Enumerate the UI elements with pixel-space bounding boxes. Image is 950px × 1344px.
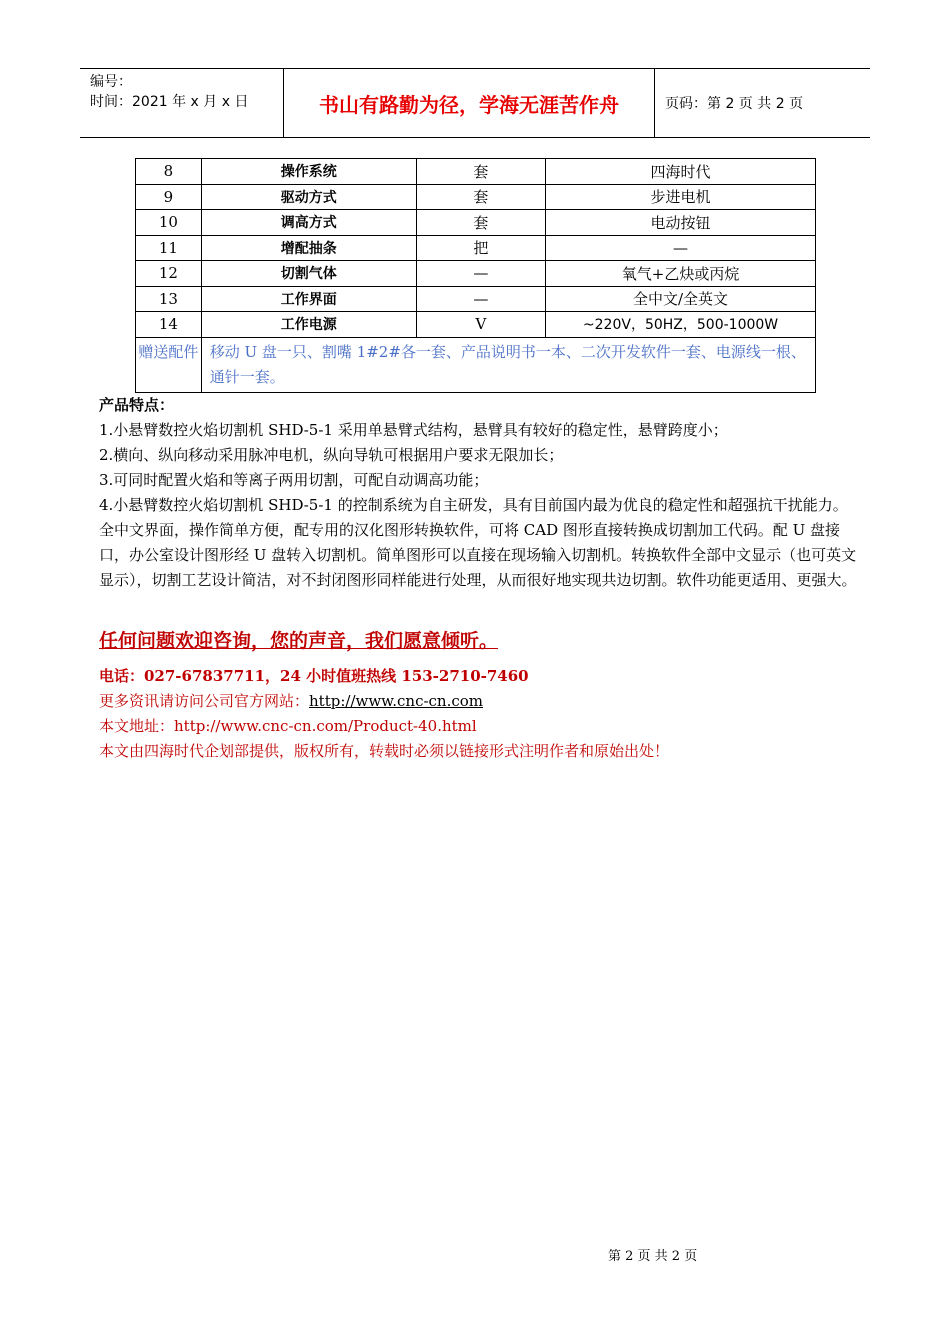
doc-time-label: 时间：2021 年 x 月 x 日 (90, 94, 249, 110)
feature-item: 3.可同时配置火焰和等离子两用切割，可配自动调高功能； (99, 471, 489, 489)
row-number: 9 (136, 184, 202, 210)
row-number: 13 (136, 286, 202, 312)
features-section (99, 393, 859, 593)
table-row (136, 235, 816, 261)
table-row (136, 261, 816, 287)
row-value: ~220V，50HZ，500-1000W (546, 312, 816, 338)
row-number: 8 (136, 159, 202, 185)
row-item: 调高方式 (201, 210, 416, 236)
row-item: 驱动方式 (201, 184, 416, 210)
contact-section (99, 664, 669, 764)
website-line (99, 689, 669, 714)
row-item: 工作电源 (201, 312, 416, 338)
page-header (80, 68, 870, 138)
row-unit: V (416, 312, 545, 338)
row-item: 操作系统 (201, 159, 416, 185)
features-title: 产品特点： (99, 396, 175, 414)
row-unit: — (416, 261, 545, 287)
row-unit: 套 (416, 159, 545, 185)
row-value: 步进电机 (546, 184, 816, 210)
page-footer: 第 2 页 共 2 页 (608, 1249, 698, 1264)
accessories-label: 赠送配件 (136, 337, 202, 392)
row-unit: — (416, 286, 545, 312)
row-item: 切割气体 (201, 261, 416, 287)
row-number: 10 (136, 210, 202, 236)
row-value: 全中文/全英文 (546, 286, 816, 312)
row-unit: 把 (416, 235, 545, 261)
row-unit: 套 (416, 184, 545, 210)
table-row (136, 159, 816, 185)
row-value: 氧气+乙炔或丙烷 (546, 261, 816, 287)
feature-item: 2.横向、纵向移动采用脉冲电机，纵向导轨可根据用户要求无限加长； (99, 446, 564, 464)
row-number: 14 (136, 312, 202, 338)
website-prefix: 更多资讯请访问公司官方网站： (99, 692, 310, 710)
header-motto: 书山有路勤为径，学海无涯苦作舟 (283, 69, 655, 137)
feature-item: 4.小悬臂数控火焰切割机 SHD-5-1 的控制系统为自主研发，具有目前国内最为优良的稳定性和超强抗干扰能力。全中文界面，操作简单方便，配专用的汉化图形转换软件，可将 CAD 图形直接转换成切割加工代码。配 U 盘接口，办公室设计图形经 U 盘转入切割机。简单图形可以直接在现场输入切割机。转换软件全部中文显示（也可英文显示），切割工艺设计简洁，对不封闭图形同样能进行处理，从而很好地实现共边切割。软件功能更适用、更强大。 (99, 496, 857, 589)
header-page-info: 页码：第 2 页 共 2 页 (665, 96, 804, 112)
row-number: 12 (136, 261, 202, 287)
table-row (136, 184, 816, 210)
row-unit: 套 (416, 210, 545, 236)
row-value: 电动按钮 (546, 210, 816, 236)
row-value: 四海时代 (546, 159, 816, 185)
website-link[interactable]: http://www.cnc-cn.com (309, 692, 484, 710)
consult-slogan: 任何问题欢迎咨询，您的声音，我们愿意倾听。 (99, 630, 499, 652)
table-row (136, 312, 816, 338)
row-value: — (546, 235, 816, 261)
row-item: 工作界面 (201, 286, 416, 312)
row-number: 11 (136, 235, 202, 261)
accessories-row (136, 337, 816, 392)
accessories-text: 移动 U 盘一只、割嘴 1#2#各一套、产品说明书一本、二次开发软件一套、电源线一根、通针一套。 (201, 337, 815, 392)
feature-item: 1.小悬臂数控火焰切割机 SHD-5-1 采用单悬臂式结构，悬臂具有较好的稳定性，悬臂跨度小； (99, 421, 728, 439)
copyright-notice: 本文由四海时代企划部提供，版权所有，转载时必须以链接形式注明作者和原始出处！ (99, 742, 670, 760)
row-item: 增配抽条 (201, 235, 416, 261)
table-row (136, 210, 816, 236)
doc-number-label: 编号： (90, 74, 132, 90)
phone-line: 电话：027-67837711，24 小时值班热线 153-2710-7460 (99, 667, 529, 685)
spec-table (135, 158, 816, 393)
header-meta (80, 69, 283, 137)
table-row (136, 286, 816, 312)
article-address: 本文地址：http://www.cnc-cn.com/Product-40.html (99, 717, 477, 735)
